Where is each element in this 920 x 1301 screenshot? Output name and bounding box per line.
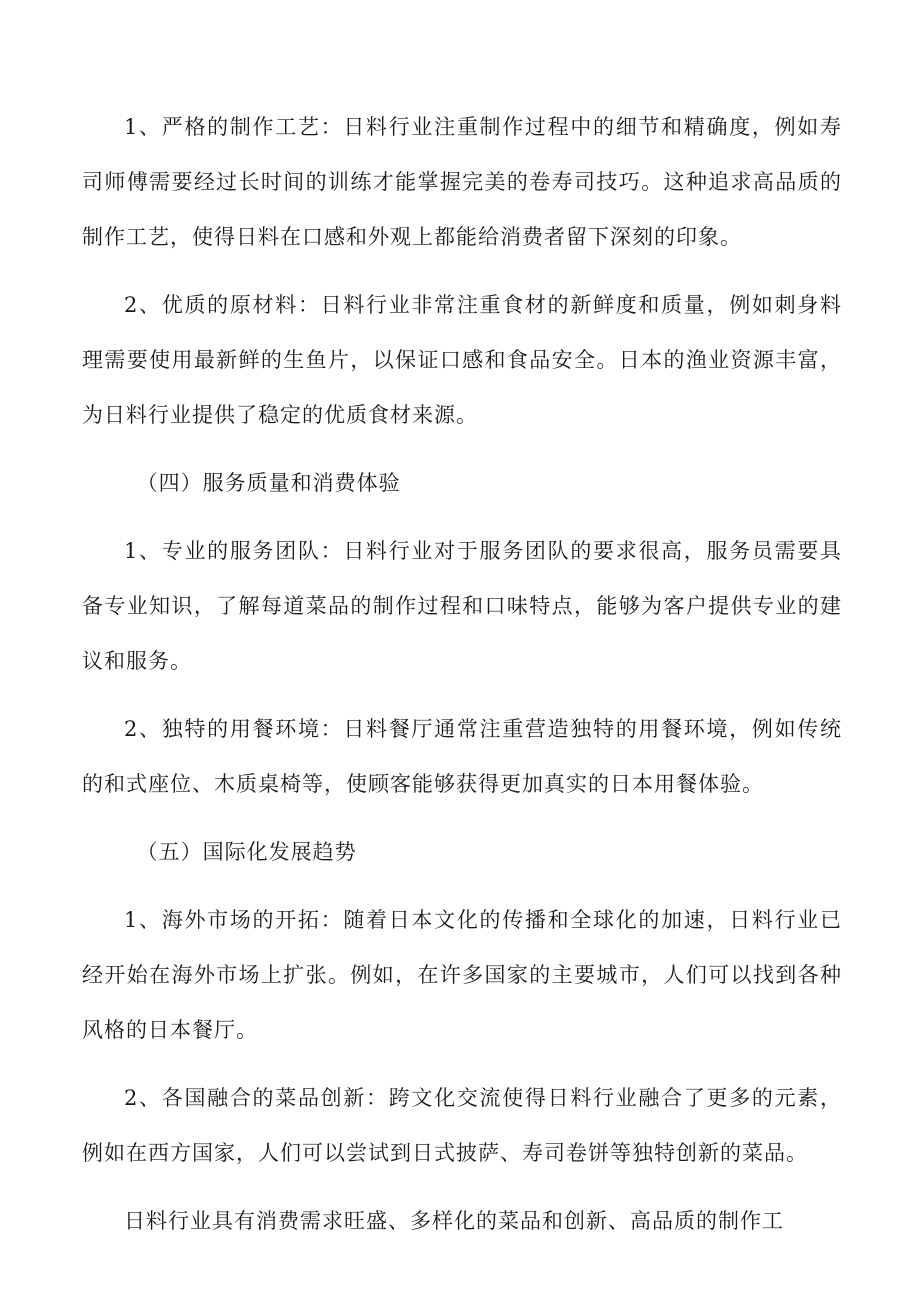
section-heading-international: （五）国际化发展趋势	[136, 840, 357, 864]
paragraph-service-team: 1、专业的服务团队：日料行业对于服务团队的要求很高，服务员需要具备专业知识，了解每道菜品的制作过程和口味特点，能够为客户提供专业的建议和服务。	[82, 539, 842, 673]
paragraph-fusion-innovation: 2、各国融合的菜品创新：跨文化交流使得日料行业融合了更多的元素，例如在西方国家，人们可以尝试到日式披萨、寿司卷饼等独特创新的菜品。	[82, 1086, 842, 1165]
paragraph-craftsmanship: 1、严格的制作工艺：日料行业注重制作过程中的细节和精确度，例如寿司师傅需要经过长时间的训练才能掌握完美的卷寿司技巧。这种追求高品质的制作工艺，使得日料在口感和外观上都能给消费者留下深刻的印象。	[82, 115, 842, 249]
document-page	[82, 100, 842, 1249]
paragraph-dining-environment: 2、独特的用餐环境：日料餐厅通常注重营造独特的用餐环境，例如传统的和式座位、木质桌椅等，使顾客能够获得更加真实的日本用餐体验。	[82, 717, 842, 796]
paragraph-overseas-market: 1、海外市场的开拓：随着日本文化的传播和全球化的加速，日料行业已经开始在海外市场上扩张。例如，在许多国家的主要城市，人们可以找到各种风格的日本餐厅。	[82, 908, 842, 1042]
paragraph-summary: 日料行业具有消费需求旺盛、多样化的菜品和创新、高品质的制作工	[124, 1209, 784, 1233]
section-heading-service: （四）服务质量和消费体验	[136, 471, 401, 495]
paragraph-raw-materials: 2、优质的原材料：日料行业非常注重食材的新鲜度和质量，例如刺身料理需要使用最新鲜的生鱼片，以保证口感和食品安全。日本的渔业资源丰富，为日料行业提供了稳定的优质食材来源。	[82, 293, 842, 427]
